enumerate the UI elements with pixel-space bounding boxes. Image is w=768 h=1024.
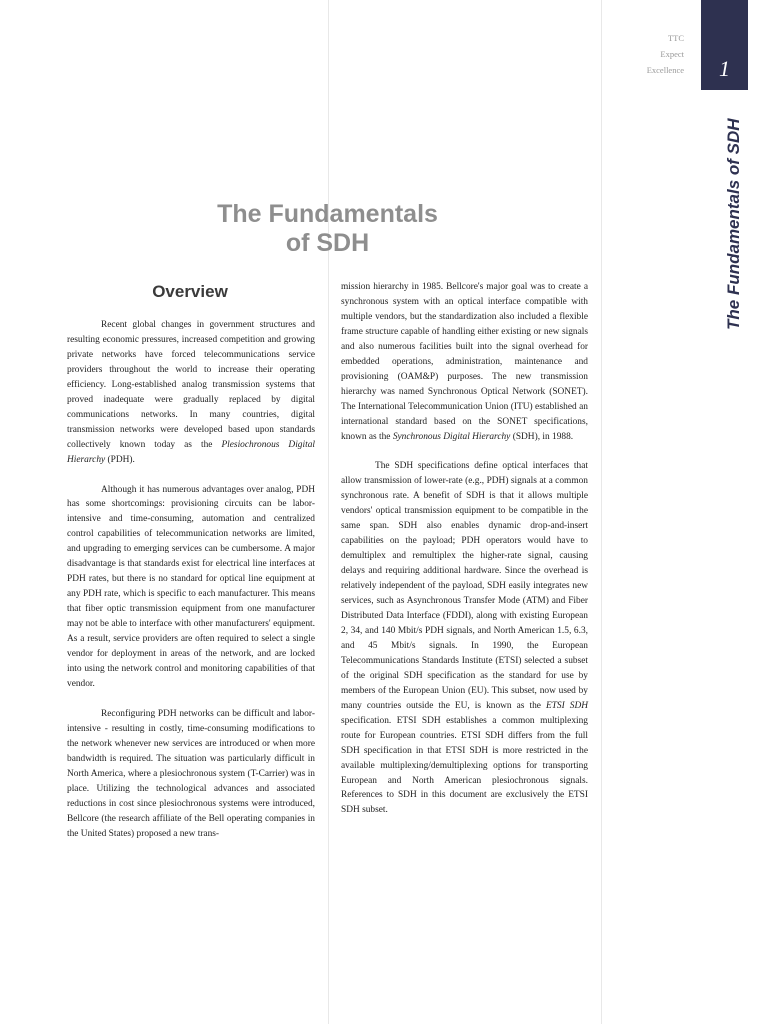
chapter-tab [701,0,748,90]
text-column-left [67,318,315,841]
brand-block [630,30,684,78]
page-title-line-1: The Fundamentals [217,200,438,228]
brand-line-ttc: TTC [667,33,684,43]
section-heading: Overview [152,282,228,301]
paragraph: Recent global changes in government structures and resulting economic pressures, increased competition and growing private networks have forced telecommunications service providers throughout the world to increase their operating efficiency. Long-established analog transmission systems that proved inadequate were gradually replaced by digital communications networks. In many countries, digital transmission networks were developed based upon standards collectively known today as the Plesiochronous Digital Hierarchy (PDH). [67,320,315,465]
chapter-number: 1 [719,56,730,81]
page-title-line-2: of SDH [285,229,370,257]
brand-line-expect: Expect [660,49,684,59]
page-title [150,200,505,258]
brand-line-excellence: Excellence [646,65,684,75]
column-divider-left [328,0,329,1024]
side-chapter-title: The Fundamentals of SDH [724,118,743,330]
paragraph: mission hierarchy in 1985. Bellcore's major goal was to create a synchronous system with an optical interface compatible with multiple vendors, but the standardization also included a flexible frame structure capable of handling either existing or new signals and also numerous facilities built into the signal overhead for embedded operations, administration, maintenance and provisioning (OAM&P) purposes. The new transmission hierarchy was named Synchronous Optical Network (SONET). The International Telecommunication Union (ITU) established an international standard based on the SONET specifications, known as the Synchronous Digital Hierarchy (SDH), in 1988. [341,282,588,442]
paragraph: Although it has numerous advantages over analog, PDH has some shortcomings: provisioning circuits can be labor-intensive and time-consuming, automation and centralized control capabilities of telecommunication networks are limited, and upgrading to emerging services can be cumbersome. A major disadvantage is that standards exist for electrical line interfaces at PDH rates, but there is no standard for optical line equipment at any PDH rate, which is specific to each manufacturer. This means that fiber optic transmission equipment from one manufacturer may not be able to interface with other manufacturers' equipment. As a result, service providers are often required to select a single vendor for deployment in areas of the network, and are locked into using the network control and monitoring capabilities of that vendor. [67,484,315,689]
text-column-right [341,280,588,818]
paragraph: Reconfiguring PDH networks can be difficult and labor-intensive - resulting in costly, time-consuming modifications to the network whenever new services are introduced or when more bandwidth is required. The situation was particularly difficult in North America, where a plesiochronous system (T-Carrier) was in place. Utilizing the technological advances and associated reductions in cost since plesiochronous systems were introduced, Bellcore (the research affiliate of the Bell operating companies in the United States) proposed a new trans- [67,708,315,839]
column-divider-right [601,0,602,1024]
paragraph: The SDH specifications define optical interfaces that allow transmission of lower-rate (e.g., PDH) signals at a common synchronous rate. A benefit of SDH is that it allows multiple vendors' optical transmission equipment to be compatible in the same span. SDH also enables dynamic drop-and-insert capabilities on the payload; PDH operators would have to demultiplex and remultiplex the higher-rate signal, causing delays and requiring additional hardware. Since the overhead is relatively independent of the payload, SDH easily integrates new services, such as Asynchronous Transfer Mode (ATM) and Fiber Distributed Data Interface (FDDI), along with existing European 2, 34, and 140 Mbit/s PDH signals, and North American 1.5, 6.3, and 45 Mbit/s signals. In 1990, the European Telecommunications Standards Institute (ETSI) selected a subset of the original SDH specification as the standard for use by members of the European Union (EU). This subset, now used by many countries outside the EU, is known as the ETSI SDH specification. ETSI SDH establishes a common multiplexing route for European countries. ETSI SDH differs from the full SDH specification in that ETSI SDH is more restricted in the available multiplexing/demultiplexing options for transporting European and North American plesiochronous signals. References to SDH in this document are exclusively the ETSI SDH subset. [341,461,589,816]
